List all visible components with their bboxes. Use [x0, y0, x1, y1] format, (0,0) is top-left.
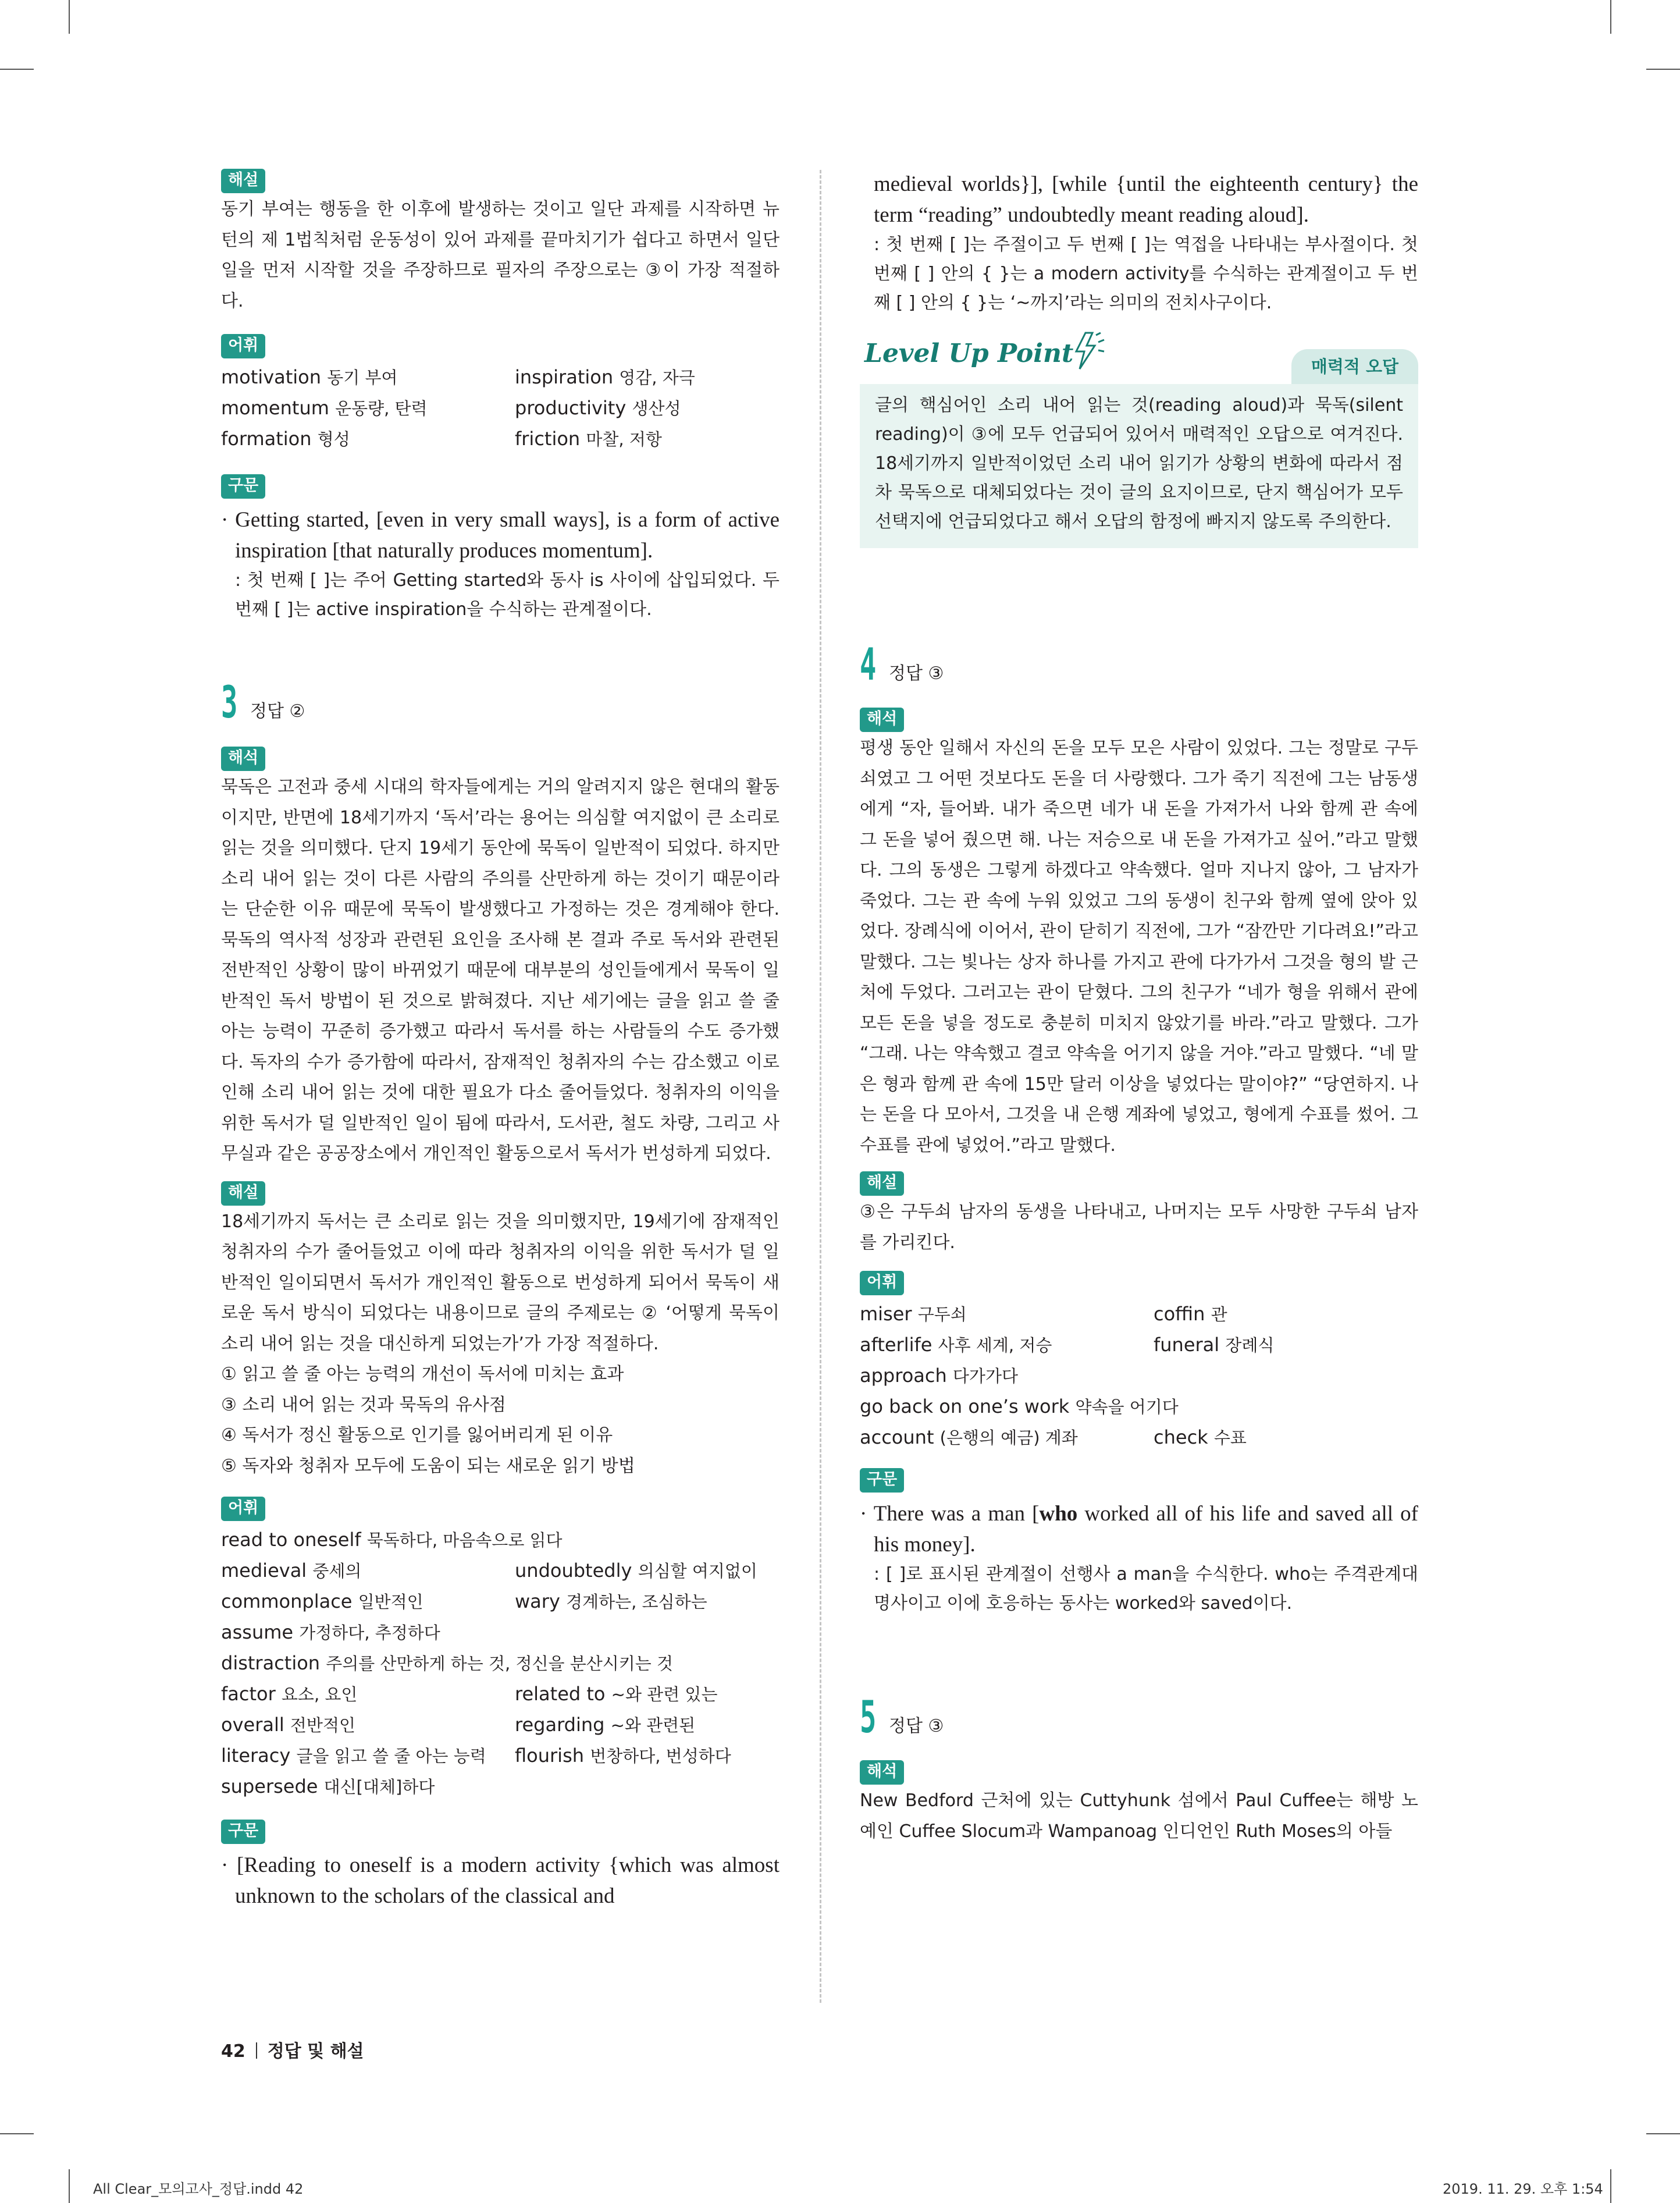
- answer-header: [860, 635, 1418, 688]
- answer-label: 정답 ③: [889, 663, 944, 684]
- vocab-item: funeral 장례식: [1154, 1334, 1275, 1356]
- translation-text: 묵독은 고전과 중세 시대의 학자들에게는 거의 알려지지 않은 현대의 활동이지만, 반면에 18세기까지 ‘독서’라는 용어는 의심할 여지없이 큰 소리로 읽는 것을 의미했다. 단지 19세기 동안에 묵독이 일반적이 되었다. 하지만 소리 내어 읽는 것이 다른 사람의 주의를 산만하게 하는 것이기 때문이라는 단순한 이유 때문에 묵독이 발생했다고 가정하는 것은 경계해야 한다. 묵독의 역사적 성장과 관련된 요인을 조사해 본 결과 주로 독서와 관련된 전반적인 상황이 많이 바뀌었기 때문에 대부분의 성인들에게서 묵독이 일반적인 독서 방법이 된 것으로 밝혀졌다. 지난 세기에는 글을 읽고 쓸 줄 아는 능력이 꾸준히 증가했고 따라서 독서를 하는 사람들의 수도 증가했다. 독자의 수가 증가함에 따라서, 잠재적인 청취자의 수는 감소했고 이로 인해 소리 내어 읽는 것에 대한 필요가 다소 줄어들었다. 청취자의 이익을 위한 독서가 덜 일반적인 일이 됨에 따라서, 도서관, 철도 차량, 그리고 사무실과 같은 공공장소에서 개인적인 활동으로서 독서가 번성하게 되었다.: [221, 777, 780, 1164]
- crop-mark: [1610, 2169, 1611, 2203]
- tag-vocab: 어휘: [860, 1271, 904, 1295]
- crop-mark: [0, 2133, 34, 2134]
- crop-mark: [1646, 69, 1680, 70]
- level-up-header: [860, 333, 1418, 384]
- syntax-note: : 첫 번째 [ ]는 주절이고 두 번째 [ ]는 역접을 나타내는 부사절이다. 첫 번째 [ ] 안의 { }는 a modern activity를 수식하는 관계절이고 두 번째 [ ] 안의 { }는 ‘~까지’라는 의미의 전치사구이다.: [874, 234, 1418, 313]
- answer-label: 정답 ③: [889, 1716, 944, 1736]
- lightning-icon: [1068, 331, 1108, 371]
- vocab-item: regarding ~와 관련된: [515, 1714, 696, 1736]
- syntax-note: : [ ]로 표시된 관계절이 선행사 a man을 수식한다. who는 주격관계대명사이고 이에 호응하는 동사는 worked와 saved이다.: [874, 1564, 1418, 1614]
- question-number: 4: [860, 638, 877, 690]
- wrong-answer-badge: 매력적 오답: [1291, 349, 1418, 384]
- column-divider: [820, 170, 821, 2003]
- vocab-item: productivity 생산성: [515, 397, 681, 419]
- explanation-text: 동기 부여는 행동을 한 이후에 발생하는 것이고 일단 과제를 시작하면 뉴턴의 제 1법칙처럼 운동성이 있어 과제를 끝마치기가 쉽다고 하면서 일단 일을 먼저 시작할 것을 주장하므로 필자의 주장으로는 ③이 가장 적절하다.: [221, 199, 780, 311]
- sec1-syntax: [221, 474, 780, 624]
- answer-header: [221, 673, 780, 726]
- left-column: [221, 169, 780, 1911]
- syntax-sentence: · [Reading to oneself is a modern activity {which was almost unknown to the scholars of the classical and: [221, 1853, 780, 1908]
- vocab-item: undoubtedly 의심할 여지없이: [515, 1559, 757, 1582]
- vocab-item: friction 마찰, 저항: [515, 428, 662, 450]
- option-item: ⑤ 독자와 청취자 모두에 도움이 되는 새로운 읽기 방법: [221, 1455, 635, 1476]
- tag-translation: 해석: [860, 1760, 904, 1785]
- sec1-vocab: [221, 334, 780, 454]
- vocab-item: inspiration 영감, 자극: [515, 366, 695, 388]
- question-number: 3: [221, 676, 238, 728]
- vocab-item: literacy 글을 읽고 쓸 줄 아는 능력: [221, 1744, 486, 1767]
- vocab-item: account (은행의 예금) 계좌: [860, 1426, 1078, 1448]
- vocab-list: [860, 1299, 1418, 1453]
- tag-vocab: 어휘: [221, 1497, 265, 1521]
- page-footer: [221, 2037, 364, 2062]
- tag-haeseol: 해설: [221, 169, 265, 193]
- tag-translation: 해석: [221, 747, 265, 771]
- vocab-list: [221, 362, 780, 454]
- syntax-continuation: [860, 169, 1418, 318]
- tag-syntax: 구문: [860, 1468, 904, 1493]
- vocab-item: distraction 주의를 산만하게 하는 것, 정신을 분산시키는 것: [221, 1652, 674, 1674]
- explanation-text: ③은 구두쇠 남자의 동생을 나타내고, 나머지는 모두 사망한 구두쇠 남자를 가리킨다.: [860, 1202, 1418, 1253]
- vocab-item: coffin 관: [1154, 1303, 1227, 1325]
- slug-date: 2019. 11. 29. 오후 1:54: [1443, 2181, 1603, 2197]
- crop-mark: [1646, 2133, 1680, 2134]
- vocab-item: overall 전반적인: [221, 1714, 355, 1736]
- question-number: 5: [860, 1691, 877, 1743]
- explanation-text: 18세기까지 독서는 큰 소리로 읽는 것을 의미했지만, 19세기에 잠재적인 청취자의 수가 줄어들었고 이에 따라 청취자의 이익을 위한 독서가 덜 일반적인 일이되면서 독서가 개인적인 활동으로 번성하게 되어서 묵독이 새로운 독서 방식이 되었다는 내용이므로 글의 주제로는 ② ‘어떻게 묵독이 소리 내어 읽는 것을 대신하게 되었는가’가 가장 적절하다.: [221, 1211, 780, 1354]
- vocab-item: factor 요소, 요인: [221, 1683, 358, 1705]
- vocab-item: supersede 대신[대체]하다: [221, 1775, 435, 1797]
- option-item: ④ 독서가 정신 활동으로 인기를 잃어버리게 된 이유: [221, 1425, 613, 1445]
- vocab-item: commonplace 일반적인: [221, 1590, 423, 1612]
- tag-syntax: 구문: [221, 474, 265, 499]
- right-column: [860, 169, 1418, 1847]
- tag-translation: 해석: [860, 708, 904, 732]
- page-number: 42: [221, 2041, 245, 2062]
- sec1-explanation: [221, 169, 780, 317]
- slug-filename: All Clear_모의고사_정답.indd 42: [93, 2181, 304, 2197]
- syntax-sentence: medieval worlds}], [while {until the eighteenth century} the term “reading” undoubtedly meant reading aloud].: [874, 172, 1418, 227]
- vocab-item: miser 구두쇠: [860, 1303, 967, 1325]
- level-up-title: Level Up Point: [864, 339, 1074, 368]
- vocab-item: motivation 동기 부여: [221, 366, 398, 388]
- tag-explanation: 해설: [860, 1171, 904, 1196]
- vocab-item: related to ~와 관련 있는: [515, 1683, 718, 1705]
- syntax-sentence: · Getting started, [even in very small ways], is a form of active inspiration [that naturally produces momentum].: [221, 508, 780, 563]
- answer-header: [860, 1688, 1418, 1743]
- vocab-item: wary 경계하는, 조심하는: [515, 1590, 707, 1612]
- vocab-item: check 수표: [1154, 1426, 1247, 1448]
- level-up-text: 글의 핵심어인 소리 내어 읽는 것(reading aloud)과 묵독(silent reading)이 ③에 모두 언급되어 있어서 매력적인 오답으로 여겨진다. 18세기까지 일반적이었던 소리 내어 읽기가 상황의 변화에 따라서 점차 묵독으로 대체되었다는 것이 글의 요지이므로, 단지 핵심어가 모두 선택지에 언급되었다고 해서 오답의 함정에 빠지지 않도록 주의한다.: [875, 395, 1403, 532]
- vocab-item: approach 다가가다: [860, 1365, 1018, 1387]
- syntax-note: : 첫 번째 [ ]는 주어 Getting started와 동사 is 사이에 삽입되었다. 두 번째 [ ]는 active inspiration을 수식하는 관계절이다.: [235, 570, 780, 620]
- vocab-list: [221, 1525, 780, 1802]
- crop-mark: [1610, 0, 1611, 34]
- question-5: [860, 1688, 1418, 1847]
- answer-label: 정답 ②: [250, 701, 305, 722]
- crop-mark: [69, 0, 70, 34]
- question-4: [860, 635, 1418, 1618]
- vocab-item: read to oneself 묵독하다, 마음속으로 읽다: [221, 1529, 563, 1551]
- crop-mark: [69, 2169, 70, 2203]
- question-3: [221, 673, 780, 1911]
- level-up-box: [860, 384, 1418, 548]
- tag-syntax: 구문: [221, 1820, 265, 1844]
- vocab-item: flourish 번창하다, 번성하다: [515, 1744, 731, 1767]
- vocab-item: assume 가정하다, 추정하다: [221, 1621, 440, 1643]
- translation-text: New Bedford 근처에 있는 Cuttyhunk 섬에서 Paul Cuffee는 해방 노예인 Cuffee Slocum과 Wampanoag 인디언인 Ruth Moses의 아들: [860, 1790, 1418, 1842]
- option-item: ① 읽고 쓸 줄 아는 능력의 개선이 독서에 미치는 효과: [221, 1364, 624, 1384]
- vocab-item: medieval 중세의: [221, 1559, 362, 1582]
- tag-vocab: 어휘: [221, 334, 265, 358]
- vocab-item: go back on one’s work 약속을 어기다: [860, 1395, 1179, 1417]
- footer-label: 정답 및 해설: [267, 2041, 364, 2062]
- vocab-item: afterlife 사후 세계, 저승: [860, 1334, 1052, 1356]
- translation-text: 평생 동안 일해서 자신의 돈을 모두 모은 사람이 있었다. 그는 정말로 구두쇠였고 그 어떤 것보다도 돈을 더 사랑했다. 그가 죽기 직전에 그는 남동생에게 “자, 들어봐. 내가 죽으면 네가 내 돈을 가져가서 나와 함께 관 속에 그 돈을 넣어 줬으면 해. 나는 저승으로 내 돈을 가져가고 싶어.”라고 말했다. 그의 동생은 그렇게 하겠다고 약속했다. 얼마 지나지 않아, 그 남자가 죽었다. 그는 관 속에 누워 있었고 그의 동생이 친구와 함께 옆에 앉아 있었다. 장례식에 이어서, 관이 닫히기 직전에, 그가 “잠깐만 기다려요!”라고 말했다. 그는 빛나는 상자 하나를 가지고 관에 다가가서 그것을 형의 발 근처에 두었다. 그러고는 관이 닫혔다. 그의 친구가 “네가 형을 위해서 관에 모든 돈을 넣을 정도로 충분히 미치지 않았기를 바라.”라고 말했다. 그가 “그래. 나는 약속했고 결코 약속을 어기지 않을 거야.”라고 말했다. “네 말은 형과 함께 관 속에 15만 달러 이상을 넣었다는 말이야?” “당연하지. 나는 돈을 다 모아서, 그것을 내 은행 계좌에 넣었고, 형에게 수표를 썼어. 그 수표를 관에 넣었어.”라고 말했다.: [860, 738, 1418, 1156]
- vocab-item: momentum 운동량, 탄력: [221, 397, 428, 419]
- vocab-item: formation 형성: [221, 428, 350, 450]
- tag-explanation: 해설: [221, 1181, 265, 1206]
- crop-mark: [0, 69, 34, 70]
- syntax-sentence: · There was a man [who worked all of his life and saved all of his money].: [860, 1502, 1418, 1557]
- option-item: ③ 소리 내어 읽는 것과 묵독의 유사점: [221, 1394, 506, 1415]
